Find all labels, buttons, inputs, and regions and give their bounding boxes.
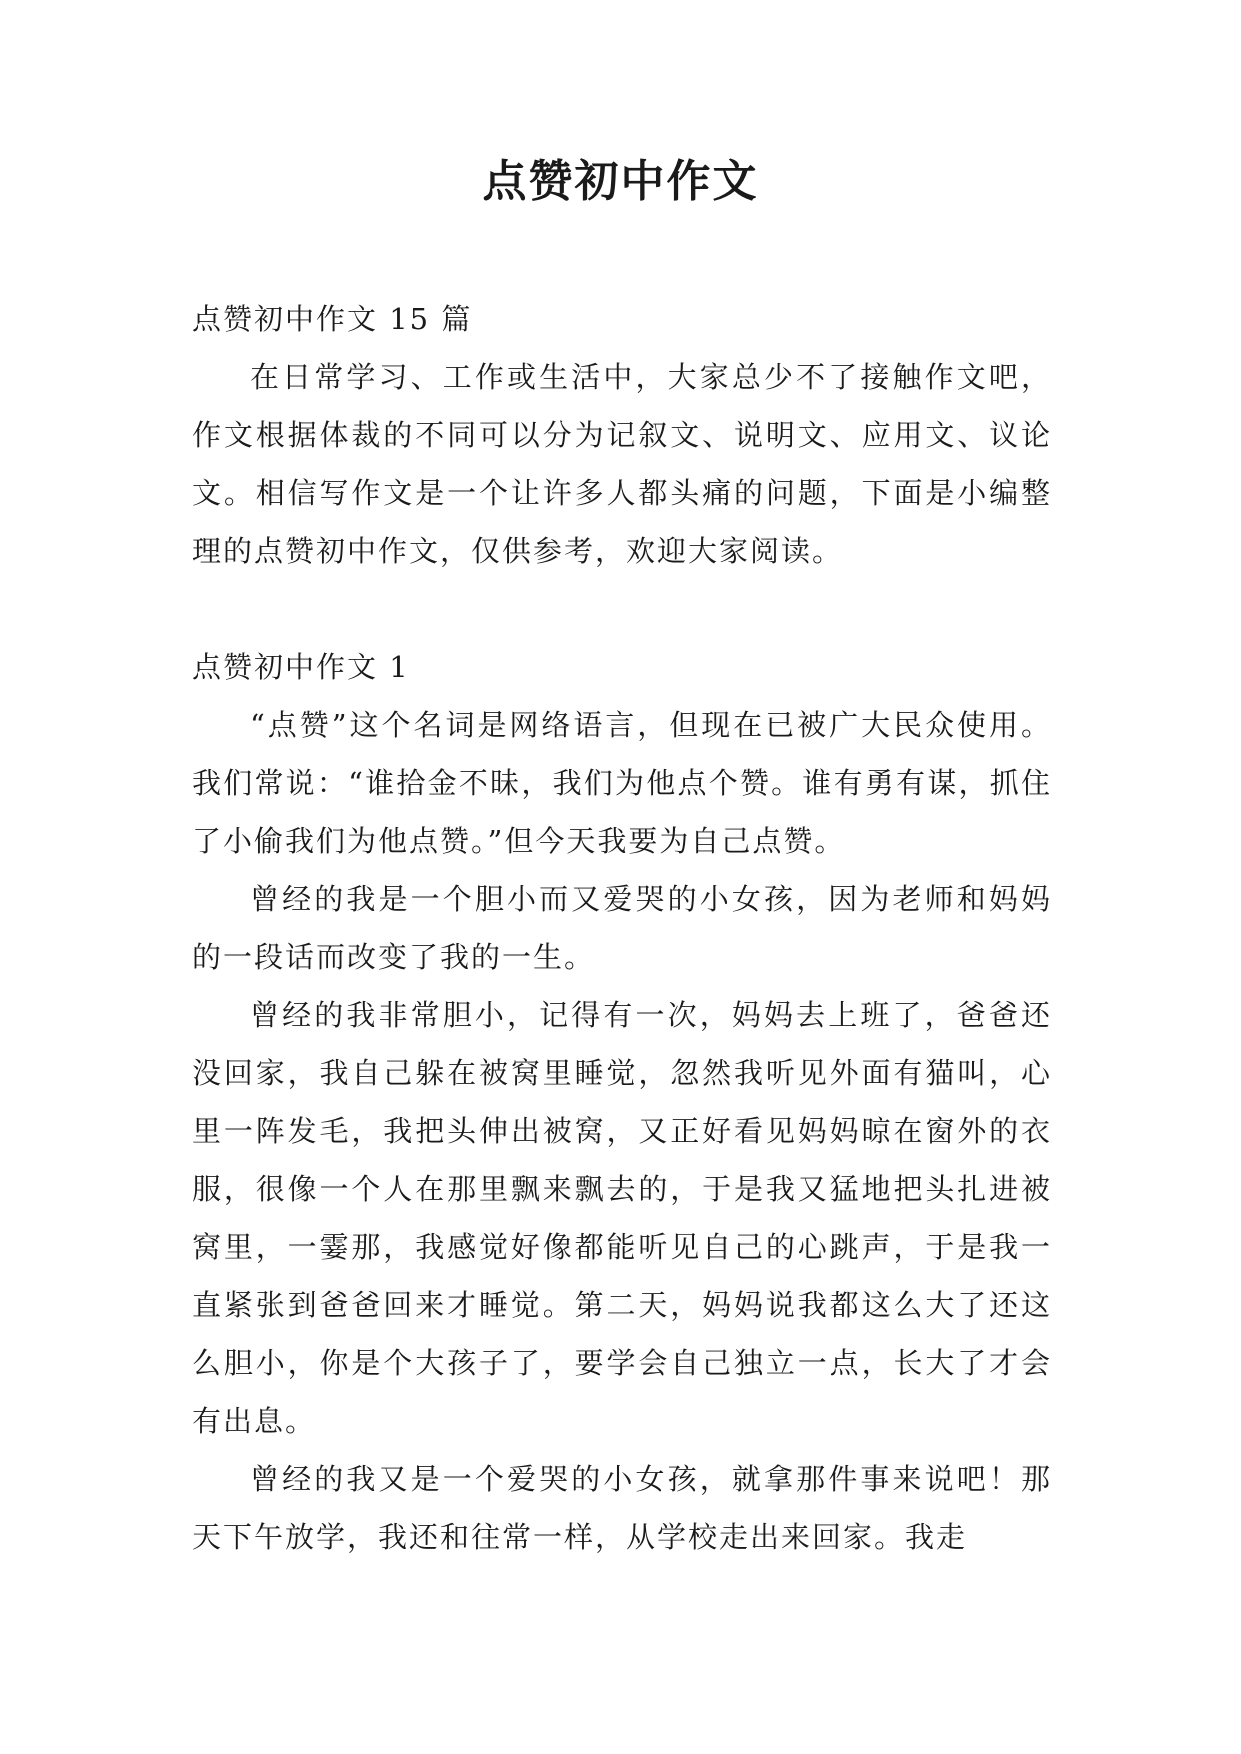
essay-heading: 点赞初中作文 1 (192, 650, 410, 684)
essay-paragraph-1: “点赞”这个名词是网络语言，但现在已被广大民众使用。我们常说：“谁拾金不昧，我们为他点个赞。谁有勇有谋，抓住了小偷我们为他点赞。”但今天我要为自己点赞。 (192, 708, 1052, 858)
document-body (192, 290, 1052, 1566)
section-spacer (192, 580, 1052, 638)
essay-paragraph-3: 曾经的我非常胆小，记得有一次，妈妈去上班了，爸爸还没回家，我自己躲在被窝里睡觉，忽然我听见外面有猫叫，心里一阵发毛，我把头伸出被窝，又正好看见妈妈晾在窗外的衣服，很像一个人在那里飘来飘去的，于是我又猛地把头扎进被窝里，一霎那，我感觉好像都能听见自己的心跳声，于是我一直紧张到爸爸回来才睡觉。第二天，妈妈说我都这么大了还这么胆小，你是个大孩子了，要学会自己独立一点，长大了才会有出息。 (192, 998, 1052, 1438)
document-title: 点赞初中作文 (482, 156, 759, 207)
essay-paragraph-4: 曾经的我又是一个爱哭的小女孩，就拿那件事来说吧！那天下午放学，我还和往常一样，从学校走出来回家。我走 (192, 1462, 1052, 1554)
collection-heading: 点赞初中作文 15 篇 (192, 302, 473, 336)
intro-paragraph: 在日常学习、工作或生活中，大家总少不了接触作文吧，作文根据体裁的不同可以分为记叙文、说明文、应用文、议论文。相信写作文是一个让许多人都头痛的问题，下面是小编整理的点赞初中作文，仅供参考，欢迎大家阅读。 (192, 360, 1052, 568)
essay-paragraph-2: 曾经的我是一个胆小而又爱哭的小女孩，因为老师和妈妈的一段话而改变了我的一生。 (192, 882, 1052, 974)
